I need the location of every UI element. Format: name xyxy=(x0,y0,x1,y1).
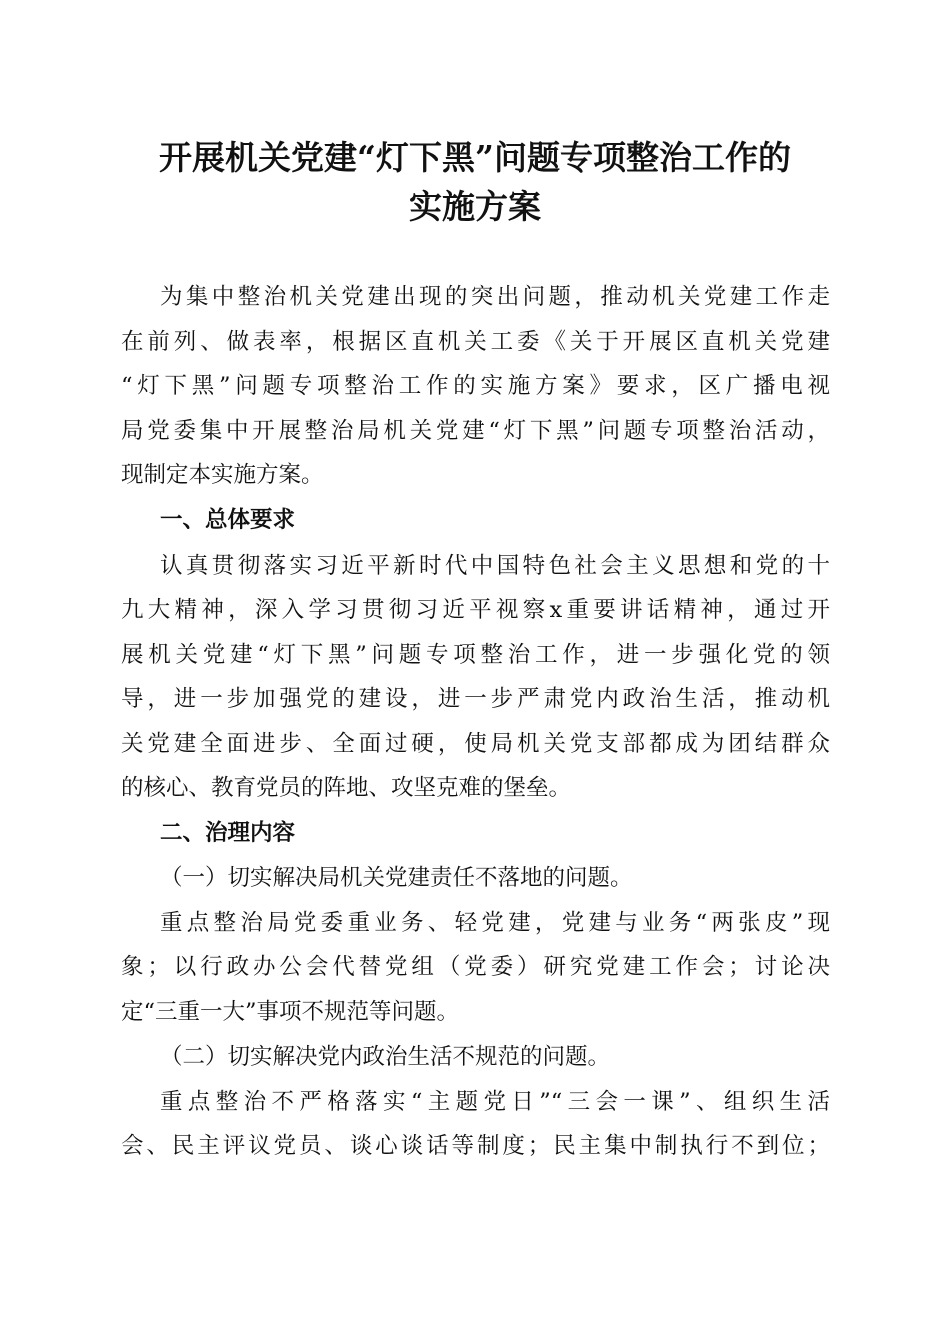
paragraph-line: 会、民主评议党员、谈心谈话等制度；民主集中制执行不到位； xyxy=(121,1133,830,1159)
paragraph-line: 在前列、做表率，根据区直机关工委《关于开展区直机关党建 xyxy=(121,329,830,355)
paragraph-line: 定“三重一大”事项不规范等问题。 xyxy=(121,999,460,1025)
paragraph-line: 的核心、教育党员的阵地、攻坚克难的堡垒。 xyxy=(121,775,572,801)
paragraph-line: 现制定本实施方案。 xyxy=(121,462,324,488)
paragraph-line: 认真贯彻落实习近平新时代中国特色社会主义思想和党的十 xyxy=(160,553,830,579)
section-heading: 一、总体要求 xyxy=(160,507,296,533)
paragraph-line: 展机关党建“灯下黑”问题专项整治工作，进一步强化党的领 xyxy=(121,642,830,668)
section-heading: 二、治理内容 xyxy=(160,820,296,846)
paragraph-line: 为集中整治机关党建出现的突出问题，推动机关党建工作走 xyxy=(160,284,830,310)
paragraph-line: 局党委集中开展整治局机关党建“灯下黑”问题专项整治活动， xyxy=(121,418,830,444)
paragraph-line: 重点整治不严格落实“主题党日”“三会一课”、组织生活 xyxy=(160,1089,830,1115)
document-title-line-1: 开展机关党建“灯下黑”问题专项整治工作的 xyxy=(159,138,791,177)
paragraph-line: 关党建全面进步、全面过硬，使局机关党支部都成为团结群众 xyxy=(121,731,830,757)
paragraph-line: “灯下黑”问题专项整治工作的实施方案》要求，区广播电视 xyxy=(121,373,830,399)
subsection-heading: （一）切实解决局机关党建责任不落地的问题。 xyxy=(160,865,633,891)
paragraph-line: 重点整治局党委重业务、轻党建，党建与业务“两张皮”现 xyxy=(160,910,830,936)
document-title-line-2: 实施方案 xyxy=(409,187,541,226)
paragraph-line: 九大精神，深入学习贯彻习近平视察x重要讲话精神，通过开 xyxy=(121,597,830,623)
subsection-heading: （二）切实解决党内政治生活不规范的问题。 xyxy=(160,1044,611,1070)
paragraph-line: 象；以行政办公会代替党组（党委）研究党建工作会；讨论决 xyxy=(121,954,830,980)
paragraph-line: 导，进一步加强党的建设，进一步严肃党内政治生活，推动机 xyxy=(121,686,830,712)
